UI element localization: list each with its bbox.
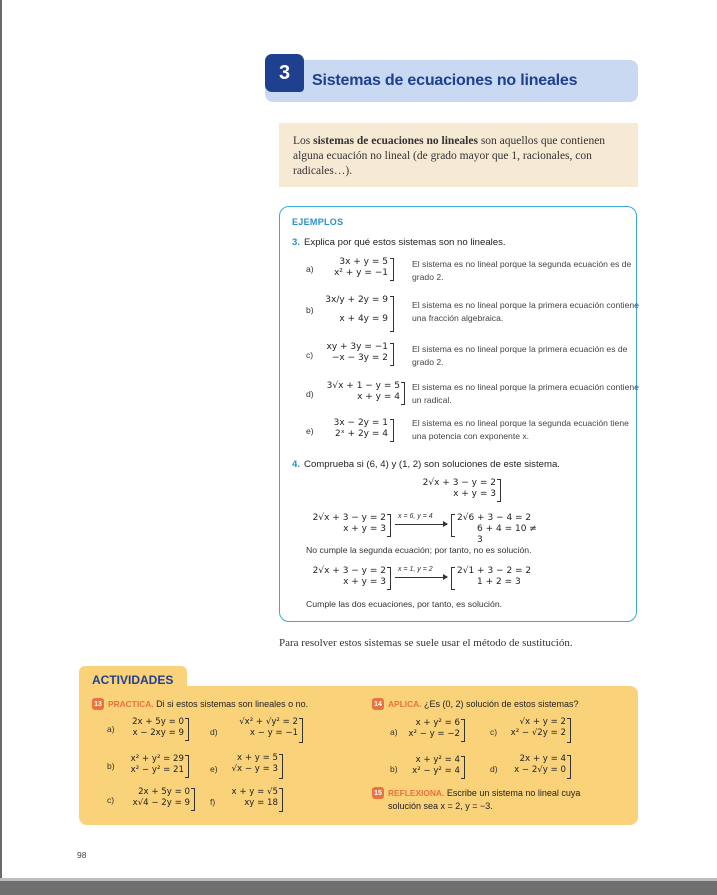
activity-15-heading: REFLEXIONA. Escribe un sistema no lineal cuya [388, 788, 581, 798]
activity-label: d) [210, 727, 218, 737]
question-3: 3. Explica por qué estos sistemas son no lineales. [292, 237, 506, 248]
system-brace [461, 719, 465, 742]
activity-system: x + y = √5 xy = 18 [231, 787, 278, 808]
example-system: 3x + y = 5 x² + y = −1 [333, 257, 388, 278]
result-brace [451, 514, 455, 537]
example-label: e) [306, 426, 314, 436]
activity-label: d) [490, 764, 498, 774]
activity-15-text: solución sea x = 2, y = −3. [388, 801, 493, 811]
activity-system: 2x + 5y = 0 x√4 − 2y = 9 [132, 787, 190, 808]
system-brace [387, 514, 391, 537]
system-brace [390, 258, 394, 281]
conclusion-2: Cumple las dos ecuaciones, por tanto, es solución. [306, 599, 503, 609]
page-number: 98 [77, 850, 87, 860]
system-brace [390, 419, 394, 442]
activity-system: x + y = 5 √x − y = 3 [231, 753, 278, 774]
example-system: 3x − 2y = 1 2ˣ + 2y = 4 [333, 418, 388, 439]
system-brace [279, 754, 283, 779]
activity-label: a) [390, 727, 398, 737]
system-brace [279, 788, 283, 812]
substitution-label: x = 6, y = 4 [398, 513, 433, 520]
check-system-1: 2√x + 3 − y = 2 x + y = 3 [312, 513, 386, 534]
system-brace [497, 479, 501, 502]
examples-title: EJEMPLOS [292, 217, 344, 227]
activity-label: f) [210, 797, 216, 807]
bottom-bar [0, 881, 717, 895]
check-result-2: 2√1 + 3 − 2 = 2 1 + 2 = 3 [457, 566, 532, 587]
example-system: xy + 3y = −1 −x − 3y = 2 [326, 342, 388, 363]
substitution-label: x = 1, y = 2 [398, 566, 433, 573]
check-system-2: 2√x + 3 − y = 2 x + y = 3 [312, 566, 386, 587]
system-brace [387, 567, 391, 590]
section-title: Sistemas de ecuaciones no lineales [312, 72, 578, 89]
system-brace [390, 296, 394, 332]
system-brace [567, 755, 571, 779]
system-brace [185, 755, 189, 778]
method-note: Para resolver estos sistemas se suele usar el método de sustitución. [279, 637, 573, 649]
example-label: d) [306, 389, 314, 399]
example-explanation: El sistema es no lineal porque la segunda ecuación es de grado 2. [412, 259, 632, 282]
activity-13-heading: PRACTICA. Di si estos sistemas son lineales o no. [108, 699, 309, 709]
check-result-1: 2√6 + 3 − 4 = 2 6 + 4 = 10 ≠ 3 [457, 513, 537, 545]
example-label: b) [306, 305, 314, 315]
system-to-check: 2√x + 3 − y = 2 x + y = 3 [422, 478, 496, 499]
substitution-arrow [395, 524, 447, 525]
question-4: 4. Comprueba si (6, 4) y (1, 2) son soluciones de este sistema. [292, 459, 560, 470]
activity-15-badge: 15 [372, 787, 384, 799]
system-brace [401, 382, 405, 405]
activity-system: x + y² = 4 x² − y² = 4 [412, 755, 460, 776]
activity-system: 2x + 5y = 0 x − 2xy = 9 [132, 717, 184, 738]
activity-label: b) [390, 764, 398, 774]
system-brace [299, 718, 303, 743]
activity-label: a) [107, 724, 115, 734]
page-edge [0, 0, 2, 880]
activity-system: x + y² = 6 x² − y = −2 [408, 718, 460, 739]
system-brace [461, 756, 465, 779]
activity-system: √x² + √y² = 2 x − y = −1 [239, 717, 298, 738]
system-brace [185, 718, 189, 741]
example-explanation: El sistema es no lineal porque la segunda ecuación tiene una potencia con exponente x. [412, 418, 629, 441]
activity-system: √x + y = 2 x² − √2y = 2 [510, 717, 566, 738]
system-brace [390, 343, 394, 366]
activity-system: 2x + y = 4 x − 2√y = 0 [514, 754, 566, 775]
result-brace [451, 567, 455, 590]
definition-text: Los sistemas de ecuaciones no lineales son aquellos que contienen alguna ecuación no lineal (de grado mayor que 1, racionales, con radicales…). [293, 135, 606, 177]
example-explanation: El sistema es no lineal porque la primera ecuación es de grado 2. [412, 344, 628, 367]
example-label: c) [306, 350, 314, 360]
system-brace [191, 788, 195, 811]
system-brace [567, 718, 571, 743]
activity-14-badge: 14 [372, 698, 384, 710]
activity-14-heading: APLICA. ¿Es (0, 2) solución de estos sistemas? [388, 699, 579, 709]
activities-title: ACTIVIDADES [92, 673, 174, 687]
activity-label: e) [210, 764, 218, 774]
example-explanation: El sistema es no lineal porque la primera ecuación contiene un radical. [412, 382, 639, 405]
activity-label: b) [107, 761, 115, 771]
example-system: 3x/y + 2y = 9 x + 4y = 9 [325, 295, 388, 324]
activity-system: x² + y² = 29 x² − y² = 21 [130, 754, 184, 775]
activity-13-badge: 13 [92, 698, 104, 710]
substitution-arrow [395, 577, 447, 578]
section-number: 3 [265, 54, 304, 92]
conclusion-1: No cumple la segunda ecuación; por tanto, no es solución. [306, 545, 532, 555]
activity-label: c) [490, 727, 498, 737]
example-explanation: El sistema es no lineal porque la primera ecuación contiene una fracción algebraica. [412, 300, 639, 323]
activity-label: c) [107, 795, 115, 805]
example-label: a) [306, 264, 314, 274]
example-system: 3√x + 1 − y = 5 x + y = 4 [326, 381, 400, 402]
